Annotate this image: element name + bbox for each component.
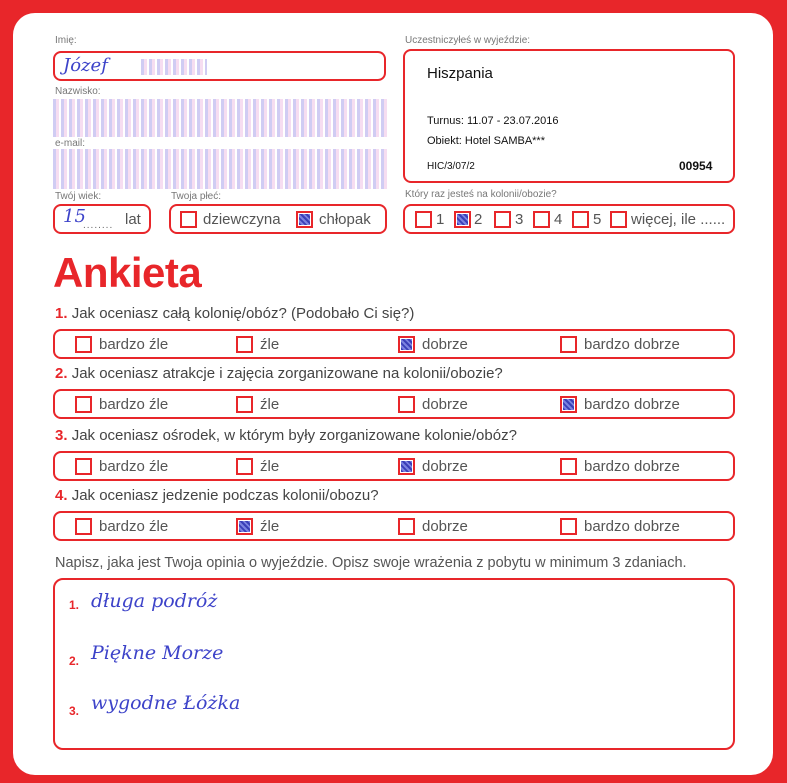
gender-male-checkbox[interactable] <box>296 211 313 228</box>
email-label: e-mail: <box>55 138 86 149</box>
trip-code: HIC/3/07/2 <box>427 161 475 172</box>
q2-option-2-checkbox[interactable] <box>236 396 253 413</box>
question-4-options <box>53 511 735 541</box>
age-dots: ........ <box>83 220 114 231</box>
times-2-label: 2 <box>474 211 483 228</box>
q2-option-3-checkbox[interactable] <box>398 396 415 413</box>
question-number: 4. <box>55 487 68 504</box>
times-3-checkbox[interactable] <box>494 211 511 228</box>
gender-male-label: chłopak <box>319 211 371 228</box>
opinion-line-2-text: Piękne Morze <box>91 642 224 664</box>
survey-sheet <box>13 13 773 775</box>
q4-option-4-checkbox[interactable] <box>560 518 577 535</box>
trip-destination: Hiszpania <box>427 65 493 82</box>
redacted-surname-field <box>53 99 388 137</box>
question-label: Jak oceniasz ośrodek, w którym były zorganizowane kolonie/obóz? <box>71 427 517 444</box>
trip-obiekt: Obiekt: Hotel SAMBA*** <box>427 135 545 147</box>
times-more-checkbox[interactable] <box>610 211 627 228</box>
times-more-label: więcej, ile ...... <box>631 211 726 228</box>
gender-label: Twoja płeć: <box>171 191 222 202</box>
name-value: Józef <box>63 55 108 76</box>
question-4-text <box>55 487 379 504</box>
q2-option-4-label: bardzo dobrze <box>584 396 680 413</box>
q1-option-1-label: bardzo źle <box>99 336 169 353</box>
name-label: Imię: <box>55 35 77 46</box>
gender-female-label: dziewczyna <box>203 211 281 228</box>
redacted-email-field <box>53 149 388 189</box>
q4-option-3-label: dobrze <box>422 518 468 535</box>
question-3-options <box>53 451 735 481</box>
gender-field <box>169 204 387 234</box>
opinion-line-1-text: długa podróż <box>91 590 218 612</box>
opinion-line-2-num: 2. <box>69 654 80 668</box>
q4-option-2-label: źle <box>260 518 280 535</box>
times-5-checkbox[interactable] <box>572 211 589 228</box>
q1-option-2-checkbox[interactable] <box>236 336 253 353</box>
age-unit: lat <box>125 211 141 228</box>
trip-turnus: Turnus: 11.07 - 23.07.2016 <box>427 115 559 127</box>
question-label: Jak oceniasz atrakcje i zajęcia zorganizowane na kolonii/obozie? <box>71 365 503 382</box>
times-5-label: 5 <box>593 211 602 228</box>
q2-option-3-label: dobrze <box>422 396 468 413</box>
q4-option-2-checkbox[interactable] <box>236 518 253 535</box>
q3-option-2-label: źle <box>260 458 280 475</box>
redacted-surname-scribble <box>141 59 207 75</box>
q3-option-2-checkbox[interactable] <box>236 458 253 475</box>
q1-option-3-checkbox[interactable] <box>398 336 415 353</box>
q4-option-1-checkbox[interactable] <box>75 518 92 535</box>
times-2-checkbox[interactable] <box>454 211 471 228</box>
question-1-text <box>55 305 414 322</box>
q1-option-3-label: dobrze <box>422 336 468 353</box>
trip-info-box <box>403 49 735 183</box>
q4-option-3-checkbox[interactable] <box>398 518 415 535</box>
question-number: 1. <box>55 305 68 322</box>
age-label: Twój wiek: <box>55 191 102 202</box>
q1-option-2-label: źle <box>260 336 280 353</box>
trip-number: 00954 <box>679 159 713 173</box>
times-3-label: 3 <box>515 211 524 228</box>
opinion-line-1-num: 1. <box>69 598 80 612</box>
participant-label: Uczestniczyłeś w wyjeździe: <box>405 35 531 46</box>
q2-option-1-checkbox[interactable] <box>75 396 92 413</box>
question-number: 3. <box>55 427 68 444</box>
q3-option-3-checkbox[interactable] <box>398 458 415 475</box>
q3-option-1-checkbox[interactable] <box>75 458 92 475</box>
age-value: 15 <box>63 206 86 227</box>
q1-option-4-checkbox[interactable] <box>560 336 577 353</box>
opinion-box[interactable] <box>53 578 735 750</box>
q2-option-4-checkbox[interactable] <box>560 396 577 413</box>
question-3-text <box>55 427 517 444</box>
question-2-text <box>55 365 503 382</box>
q2-option-1-label: bardzo źle <box>99 396 169 413</box>
surname-label: Nazwisko: <box>55 86 101 97</box>
question-label: Jak oceniasz całą kolonię/obóz? (Podobało Ci się?) <box>71 305 415 322</box>
q4-option-4-label: bardzo dobrze <box>584 518 680 535</box>
q3-option-4-checkbox[interactable] <box>560 458 577 475</box>
opinion-line-3-num: 3. <box>69 704 80 718</box>
q4-option-1-label: bardzo źle <box>99 518 169 535</box>
q1-option-1-checkbox[interactable] <box>75 336 92 353</box>
times-1-label: 1 <box>436 211 445 228</box>
q1-option-4-label: bardzo dobrze <box>584 336 680 353</box>
question-1-options <box>53 329 735 359</box>
q3-option-3-label: dobrze <box>422 458 468 475</box>
opinion-prompt: Napisz, jaka jest Twoja opinia o wyjeździe. Opisz swoje wrażenia z pobytu w minimum 3 zdaniach. <box>55 555 687 571</box>
q3-option-4-label: bardzo dobrze <box>584 458 680 475</box>
question-2-options <box>53 389 735 419</box>
question-label: Jak oceniasz jedzenie podczas kolonii/obozu? <box>71 487 379 504</box>
name-field[interactable] <box>53 51 386 81</box>
q3-option-1-label: bardzo źle <box>99 458 169 475</box>
times-4-label: 4 <box>554 211 563 228</box>
q2-option-2-label: źle <box>260 396 280 413</box>
gender-female-checkbox[interactable] <box>180 211 197 228</box>
times-1-checkbox[interactable] <box>415 211 432 228</box>
survey-title: Ankieta <box>53 249 202 296</box>
question-number: 2. <box>55 365 68 382</box>
opinion-line-3-text: wygodne Łóżka <box>91 692 241 714</box>
age-field[interactable] <box>53 204 151 234</box>
times-field <box>403 204 735 234</box>
times-4-checkbox[interactable] <box>533 211 550 228</box>
times-label: Który raz jesteś na kolonii/obozie? <box>405 189 557 200</box>
